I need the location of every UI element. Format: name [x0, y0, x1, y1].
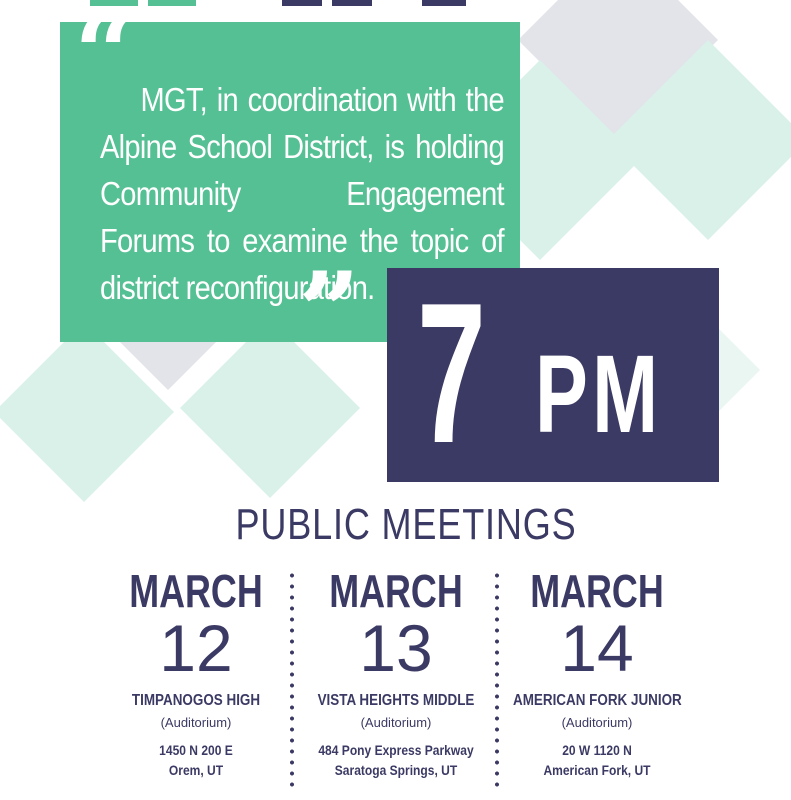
meeting-column	[96, 565, 296, 780]
public-meetings-heading: PUBLIC MEETINGS	[235, 500, 577, 549]
meeting-address-line2: Saratoga Springs, UT	[334, 762, 458, 778]
meeting-month: MARCH	[530, 565, 664, 617]
meeting-column	[497, 565, 697, 780]
meeting-room: (Auditorium)	[561, 715, 633, 730]
time-hour: 7	[417, 262, 486, 485]
meeting-room: (Auditorium)	[360, 715, 432, 730]
meeting-day: 14	[560, 611, 634, 685]
time-box	[387, 262, 719, 485]
meeting-month: MARCH	[329, 565, 463, 617]
meeting-school: TIMPANOGOS HIGH	[131, 692, 261, 709]
meeting-school: AMERICAN FORK JUNIOR	[513, 692, 682, 709]
quote-text: MGT, in coordination with the Alpine School District, is holding Community Engagement Forums to examine the topic of district reconfiguration.	[100, 81, 504, 306]
meeting-month: MARCH	[129, 565, 263, 617]
meeting-address-line1: 484 Pony Express Parkway	[318, 742, 474, 758]
meeting-room: (Auditorium)	[160, 715, 232, 730]
time-suffix: PM	[535, 333, 663, 456]
meeting-address-line2: Orem, UT	[168, 762, 224, 778]
meeting-address-line2: American Fork, UT	[543, 762, 651, 778]
meeting-day: 12	[159, 611, 233, 685]
open-quote-icon: “	[74, 0, 137, 117]
meeting-school: VISTA HEIGHTS MIDDLE	[317, 692, 475, 709]
meeting-address-line1: 1450 N 200 E	[159, 742, 233, 758]
meeting-column	[296, 565, 496, 780]
meeting-day: 13	[359, 611, 433, 685]
meeting-address-line1: 20 W 1120 N	[562, 742, 632, 758]
close-quote-icon: ”	[298, 249, 361, 375]
